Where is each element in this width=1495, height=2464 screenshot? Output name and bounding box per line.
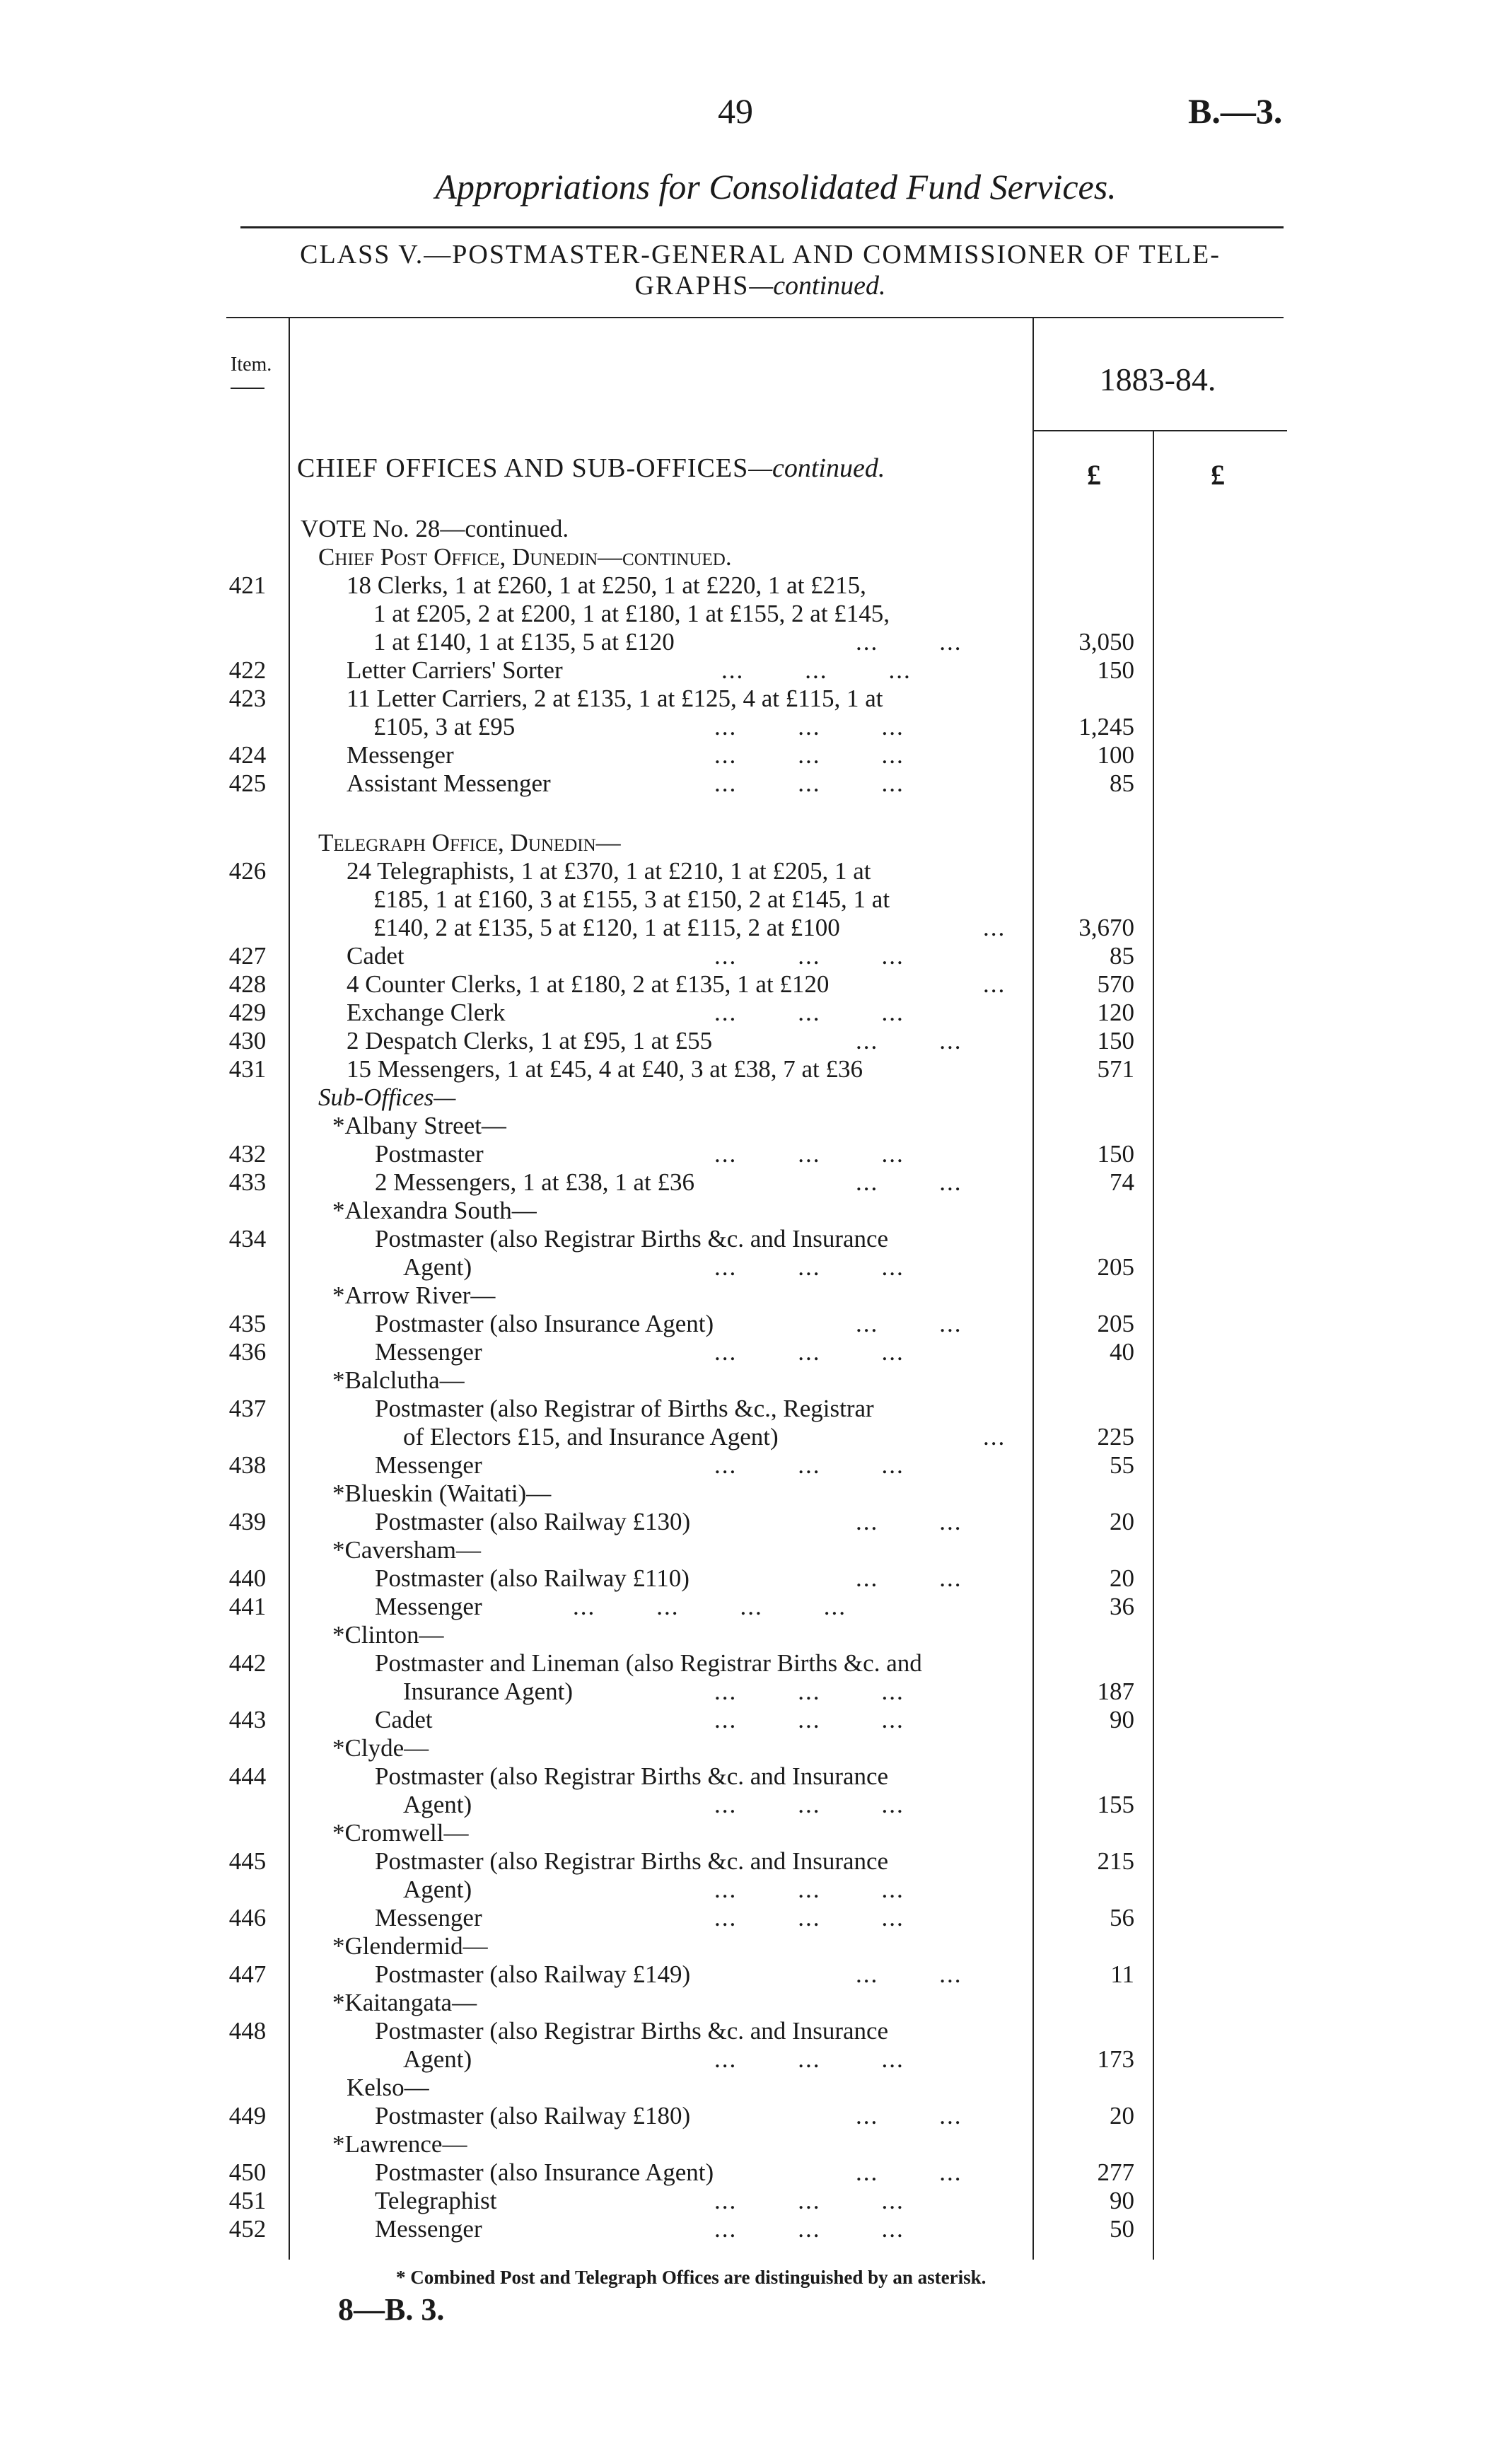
- item-description: 2 Despatch Clerks, 1 at £95, 1 at £55: [347, 1027, 713, 1054]
- class-heading-continued: —continued.: [749, 271, 886, 301]
- item-description: 24 Telegraphists, 1 at £370, 1 at £210, 1 at £205, 1 at: [347, 857, 871, 885]
- item-description: Messenger: [375, 2215, 482, 2243]
- item-number: 427: [228, 942, 267, 970]
- table-row: [0, 1197, 1495, 1225]
- leader-dots: ...: [983, 1423, 1006, 1451]
- item-number: 425: [228, 769, 267, 797]
- item-description: Kelso—: [347, 2074, 429, 2101]
- item-description: 2 Messengers, 1 at £38, 1 at £36: [375, 1168, 695, 1196]
- item-amount: 571: [1097, 1055, 1134, 1083]
- table-row: [0, 1282, 1495, 1310]
- footnote: * Combined Post and Telegraph Offices are distinguished by an asterisk.: [396, 2267, 987, 2288]
- item-description: Postmaster (also Railway £149): [375, 1960, 691, 1988]
- class-heading-line-2-text: GRAPHS: [634, 271, 750, 301]
- leader-dots: ... ... ...: [714, 1140, 904, 1168]
- item-amount: 277: [1097, 2158, 1134, 2186]
- item-description: *Balclutha—: [332, 1366, 465, 1394]
- item-description: Agent): [403, 1876, 472, 1903]
- item-number: 430: [228, 1027, 267, 1054]
- item-amount: 173: [1097, 2045, 1134, 2073]
- table-row: [0, 1536, 1495, 1564]
- table-row: [0, 769, 1495, 798]
- item-amount: 36: [1110, 1593, 1134, 1620]
- leader-dots: ... ...: [856, 1508, 962, 1535]
- table-top-rule: [226, 317, 1284, 318]
- item-description: £185, 1 at £160, 3 at £155, 3 at £150, 2 at £145, 1 at: [373, 885, 890, 913]
- item-description: Messenger: [375, 1904, 482, 1931]
- table-row: [0, 1564, 1495, 1593]
- item-number: 437: [228, 1395, 267, 1422]
- item-amount: 215: [1097, 1847, 1134, 1875]
- item-description: 15 Messengers, 1 at £45, 4 at £40, 3 at £38, 7 at £36: [347, 1055, 863, 1083]
- item-description: Telegraphist: [375, 2187, 497, 2214]
- leader-dots: ... ... ...: [721, 656, 912, 684]
- item-description: Agent): [403, 1253, 472, 1281]
- class-heading-line-2: [240, 270, 1280, 301]
- item-number: 442: [228, 1649, 267, 1677]
- item-description: Postmaster (also Registrar Births &c. and Insurance: [375, 2017, 889, 2045]
- table-row: [0, 1083, 1495, 1112]
- item-description: 18 Clerks, 1 at £260, 1 at £250, 1 at £220, 1 at £215,: [347, 571, 866, 599]
- item-number: 423: [228, 685, 267, 712]
- table-row: [0, 1423, 1495, 1451]
- item-description: Messenger: [375, 1338, 482, 1366]
- item-description: *Clinton—: [332, 1621, 444, 1649]
- item-description: Exchange Clerk: [347, 999, 506, 1026]
- item-amount: 55: [1110, 1451, 1134, 1479]
- item-description: Postmaster (also Registrar Births &c. and Insurance: [375, 1225, 889, 1253]
- table-row: [0, 2102, 1495, 2130]
- year-column-header: 1883-84.: [1099, 361, 1216, 397]
- item-column-header: Item.: [231, 354, 272, 376]
- item-amount: 11: [1110, 1960, 1134, 1988]
- item-number: 438: [228, 1451, 267, 1479]
- leader-dots: ... ... ...: [714, 1876, 904, 1903]
- leader-dots: ... ... ...: [714, 1338, 904, 1366]
- section-heading: [297, 453, 997, 484]
- item-amount: 205: [1097, 1310, 1134, 1337]
- item-amount: 74: [1110, 1168, 1134, 1196]
- item-description: Assistant Messenger: [347, 769, 551, 797]
- leader-dots: ... ... ...: [714, 999, 904, 1026]
- item-description: Postmaster (also Registrar of Births &c., Registrar: [375, 1395, 874, 1422]
- table-row: [0, 1508, 1495, 1536]
- table-row: [0, 1310, 1495, 1338]
- item-description: Agent): [403, 2045, 472, 2073]
- item-amount: 3,670: [1078, 914, 1134, 941]
- item-number: 447: [228, 1960, 267, 1988]
- table-row: [0, 1734, 1495, 1762]
- year-header-rule: [1032, 430, 1287, 431]
- item-number: 448: [228, 2017, 267, 2045]
- table-row: [0, 1027, 1495, 1055]
- table-row: [0, 1819, 1495, 1847]
- leader-dots: ... ... ...: [714, 1904, 904, 1931]
- item-number: 422: [228, 656, 267, 684]
- item-description: VOTE No. 28—continued.: [301, 515, 569, 542]
- item-number: 428: [228, 970, 267, 998]
- item-amount: 187: [1097, 1678, 1134, 1705]
- table-row: [0, 999, 1495, 1027]
- item-description: £140, 2 at £135, 5 at £120, 1 at £115, 2 at £100: [373, 914, 840, 941]
- table-row: [0, 1876, 1495, 1904]
- leader-dots: ... ...: [856, 1310, 962, 1337]
- leader-dots: ... ...: [856, 1168, 962, 1196]
- item-number: 426: [228, 857, 267, 885]
- table-row: [0, 829, 1495, 857]
- table-row: [0, 571, 1495, 600]
- table-row: [0, 1621, 1495, 1649]
- item-description: *Arrow River—: [332, 1282, 496, 1309]
- item-number: 429: [228, 999, 267, 1026]
- item-description: Postmaster (also Insurance Agent): [375, 2158, 714, 2186]
- item-description: £105, 3 at £95: [373, 713, 516, 740]
- class-heading-line-1: CLASS V.—POSTMASTER-GENERAL AND COMMISSIONER OF TELE-: [300, 240, 1221, 269]
- item-description: Postmaster (also Insurance Agent): [375, 1310, 714, 1337]
- item-amount: 40: [1110, 1338, 1134, 1366]
- leader-dots: ... ... ...: [714, 1451, 904, 1479]
- item-description: 1 at £140, 1 at £135, 5 at £120: [373, 628, 675, 656]
- leader-dots: ... ... ...: [714, 1678, 904, 1705]
- item-number: 431: [228, 1055, 267, 1083]
- signature-mark: 8—B. 3.: [338, 2292, 445, 2327]
- leader-dots: ... ... ...: [714, 1791, 904, 1818]
- item-amount: 225: [1097, 1423, 1134, 1451]
- item-amount: 85: [1110, 942, 1134, 970]
- table-row: [0, 970, 1495, 999]
- item-amount: 150: [1097, 656, 1134, 684]
- table-row: [0, 1960, 1495, 1989]
- item-number: 443: [228, 1706, 267, 1733]
- item-description: of Electors £15, and Insurance Agent): [403, 1423, 779, 1451]
- table-row: [0, 713, 1495, 741]
- table-row: [0, 885, 1495, 914]
- section-heading-text: CHIEF OFFICES AND SUB-OFFICES: [297, 453, 749, 483]
- item-amount: 1,245: [1078, 713, 1134, 740]
- table-row: [0, 1225, 1495, 1253]
- item-description: *Kaitangata—: [332, 1989, 477, 2016]
- table-row: [0, 2017, 1495, 2045]
- item-description: Messenger: [375, 1593, 482, 1620]
- item-number: 435: [228, 1310, 267, 1337]
- item-number: 452: [228, 2215, 267, 2243]
- item-number: 436: [228, 1338, 267, 1366]
- table-row: [0, 2215, 1495, 2243]
- page-title: Appropriations for Consolidated Fund Services.: [435, 167, 1117, 207]
- section-heading-continued: —continued.: [748, 453, 885, 483]
- table-row: [0, 1366, 1495, 1395]
- table-row: [0, 1253, 1495, 1282]
- table-row: [0, 1480, 1495, 1508]
- item-amount: 56: [1110, 1904, 1134, 1931]
- item-description: Cadet: [375, 1706, 433, 1733]
- item-description: Letter Carriers' Sorter: [347, 656, 563, 684]
- table-row: [0, 914, 1495, 942]
- item-amount: 150: [1097, 1027, 1134, 1054]
- item-number: 444: [228, 1762, 267, 1790]
- table-row: [0, 1168, 1495, 1197]
- item-description: *Albany Street—: [332, 1112, 506, 1139]
- item-number: 432: [228, 1140, 267, 1168]
- leader-dots: ... ...: [856, 1960, 962, 1988]
- item-description: Postmaster (also Registrar Births &c. and Insurance: [375, 1762, 889, 1790]
- class-heading: [240, 239, 1280, 301]
- table-row: [0, 741, 1495, 769]
- item-amount: 100: [1097, 741, 1134, 769]
- top-rule: [240, 226, 1284, 228]
- leader-dots: ... ... ...: [714, 741, 904, 769]
- leader-dots: ... ... ...: [714, 942, 904, 970]
- table-row: [0, 1791, 1495, 1819]
- item-amount: 155: [1097, 1791, 1134, 1818]
- table-row: [0, 1762, 1495, 1791]
- item-number: 449: [228, 2102, 267, 2129]
- item-number: 446: [228, 1904, 267, 1931]
- table-row: [0, 1338, 1495, 1366]
- leader-dots: ... ... ...: [714, 2187, 904, 2214]
- leader-dots: ... ...: [856, 628, 962, 656]
- table-row: [0, 600, 1495, 628]
- item-description: *Cromwell—: [332, 1819, 469, 1847]
- table-row: [0, 1706, 1495, 1734]
- table-row: [0, 942, 1495, 970]
- leader-dots: ... ...: [856, 1027, 962, 1054]
- item-amount: 50: [1110, 2215, 1134, 2243]
- leader-dots: ... ... ...: [714, 2215, 904, 2243]
- item-description: Agent): [403, 1791, 472, 1818]
- table-row: [0, 1055, 1495, 1083]
- leader-dots: ... ...: [856, 1564, 962, 1592]
- table-row: [0, 2045, 1495, 2074]
- item-number: 445: [228, 1847, 267, 1875]
- leader-dots: ... ...: [856, 2102, 962, 2129]
- item-number: 451: [228, 2187, 267, 2214]
- table-row: [0, 1649, 1495, 1678]
- item-amount: 205: [1097, 1253, 1134, 1281]
- leader-dots: ... ... ...: [714, 769, 904, 797]
- pound-sign-1: £: [1087, 459, 1101, 491]
- leader-dots: ... ...: [856, 2158, 962, 2186]
- item-description: Postmaster (also Registrar Births &c. and Insurance: [375, 1847, 889, 1875]
- table-row: [0, 1847, 1495, 1876]
- item-description: *Alexandra South—: [332, 1197, 537, 1224]
- document-code: B.—3.: [1188, 91, 1283, 131]
- item-description: 11 Letter Carriers, 2 at £135, 1 at £125, 4 at £115, 1 at: [347, 685, 883, 712]
- leader-dots: ... ... ...: [714, 2045, 904, 2073]
- item-amount: 85: [1110, 769, 1134, 797]
- leader-dots: ... ... ...: [714, 1253, 904, 1281]
- table-row: [0, 1451, 1495, 1480]
- item-description: Messenger: [375, 1451, 482, 1479]
- item-description: *Lawrence—: [332, 2130, 467, 2158]
- page-number: 49: [718, 91, 753, 131]
- table-row: [0, 1904, 1495, 1932]
- item-description: Postmaster (also Railway £110): [375, 1564, 690, 1592]
- item-description: *Glendermid—: [332, 1932, 488, 1960]
- item-description: Postmaster: [375, 1140, 484, 1168]
- table-row: [0, 685, 1495, 713]
- item-description: Insurance Agent): [403, 1678, 574, 1705]
- item-number: 439: [228, 1508, 267, 1535]
- item-description: Cadet: [347, 942, 405, 970]
- item-description: Postmaster and Lineman (also Registrar Births &c. and: [375, 1649, 922, 1677]
- item-description: *Blueskin (Waitati)—: [332, 1480, 552, 1507]
- item-number: 434: [228, 1225, 267, 1253]
- table-row: [0, 515, 1495, 543]
- table-row: [0, 628, 1495, 656]
- table-row: [0, 2158, 1495, 2187]
- table-row: [0, 1593, 1495, 1621]
- table-row: [0, 656, 1495, 685]
- table-row: [0, 2074, 1495, 2102]
- leader-dots: ... ... ...: [714, 713, 904, 740]
- item-description: Messenger: [347, 741, 454, 769]
- item-number: 424: [228, 741, 267, 769]
- item-number: 433: [228, 1168, 267, 1196]
- item-amount: 120: [1097, 999, 1134, 1026]
- leader-dots: ... ... ...: [714, 1706, 904, 1733]
- table-row: [0, 1112, 1495, 1140]
- item-number: 450: [228, 2158, 267, 2186]
- item-header-underline: [231, 388, 264, 389]
- item-amount: 20: [1110, 2102, 1134, 2129]
- item-amount: 20: [1110, 1508, 1134, 1535]
- leader-dots: ...: [983, 970, 1006, 998]
- table-row: [0, 543, 1495, 571]
- table-row: [0, 2130, 1495, 2158]
- item-number: 440: [228, 1564, 267, 1592]
- item-number: 441: [228, 1593, 267, 1620]
- item-description: Chief Post Office, Dunedin—continued.: [318, 543, 732, 571]
- item-description: Telegraph Office, Dunedin—: [318, 829, 621, 856]
- item-amount: 570: [1097, 970, 1134, 998]
- table-row: [0, 1989, 1495, 2017]
- item-amount: 3,050: [1078, 628, 1134, 656]
- item-description: *Clyde—: [332, 1734, 429, 1762]
- item-amount: 150: [1097, 1140, 1134, 1168]
- item-description: 1 at £205, 2 at £200, 1 at £180, 1 at £155, 2 at £145,: [373, 600, 890, 627]
- item-description: 4 Counter Clerks, 1 at £180, 2 at £135, 1 at £120: [347, 970, 830, 998]
- table-row: [0, 1395, 1495, 1423]
- item-amount: 90: [1110, 1706, 1134, 1733]
- table-row: [0, 2187, 1495, 2215]
- item-description: Sub-Offices—: [318, 1083, 456, 1111]
- leader-dots: ... ... ... ...: [573, 1593, 847, 1620]
- pound-sign-2: £: [1211, 459, 1225, 491]
- item-amount: 20: [1110, 1564, 1134, 1592]
- table-row: [0, 1678, 1495, 1706]
- item-description: *Caversham—: [332, 1536, 481, 1564]
- item-description: Postmaster (also Railway £130): [375, 1508, 691, 1535]
- table-row: [0, 857, 1495, 885]
- table-row: [0, 1932, 1495, 1960]
- leader-dots: ...: [983, 914, 1006, 941]
- table-row: [0, 1140, 1495, 1168]
- item-amount: 90: [1110, 2187, 1134, 2214]
- item-description: Postmaster (also Railway £180): [375, 2102, 691, 2129]
- item-number: 421: [228, 571, 267, 599]
